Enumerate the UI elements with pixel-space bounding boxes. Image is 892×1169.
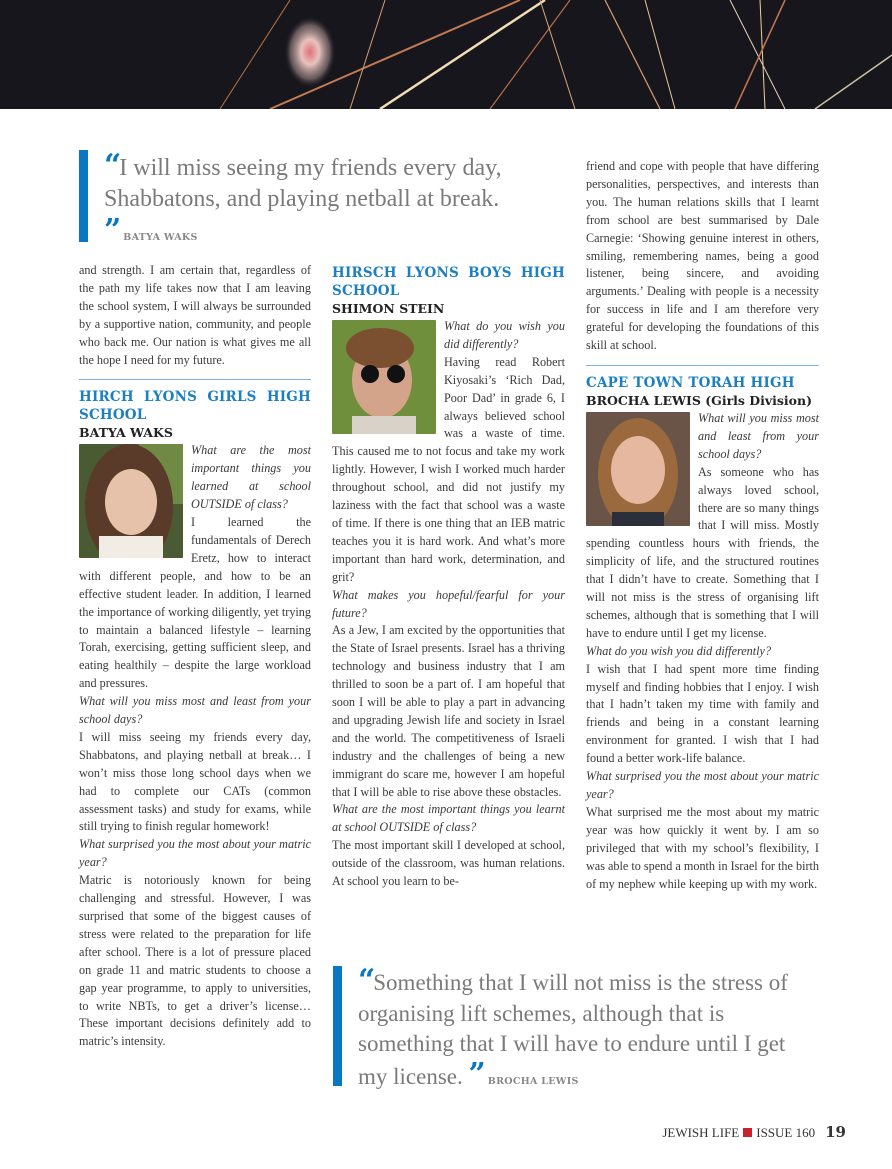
- question: What will you miss most and least from your school days?: [698, 410, 819, 461]
- issue-number: ISSUE 160: [756, 1125, 816, 1140]
- answer: I learned the fundamentals of Derech Eretz, how to interact with different people, and how to be an effective student leader. In addition, I learned the importance of working diligently, yet trying to maintain a balanced lifestyle – learning Torah, exercising, getting sufficient sleep, and eating healthily – despite the large workload and pressures.: [79, 515, 311, 691]
- section-divider: [586, 365, 819, 366]
- pull-quote-brocha: [333, 963, 803, 1092]
- school-heading: HIRSCH LYONS BOYS HIGH SCHOOL: [332, 265, 565, 299]
- open-quote-icon: “: [104, 148, 120, 183]
- student-name: BROCHA LEWIS (Girls Division): [586, 392, 813, 408]
- question: What makes you hopeful/fearful for your future?: [332, 587, 565, 620]
- school-heading: HIRCH LYONS GIRLS HIGH SCHOOL: [79, 389, 311, 424]
- column-2: [332, 264, 565, 891]
- close-quote-icon: ”: [468, 1056, 484, 1092]
- pull-quote-batya: [79, 148, 559, 248]
- pull-quote-attribution: BROCHA LEWIS: [487, 1075, 579, 1087]
- answer: As someone who has always loved school, there are so many things that I will miss. Mostly spending countless hours with friends, the simplicity of life, and the structured routines that I didn’t have to create. Something that I will not miss is the stress of organising lift schemes, although that is something that I will have to endure until I get my license.: [586, 464, 819, 640]
- open-quote-icon: “: [358, 963, 374, 998]
- page-number: 19: [825, 1123, 846, 1141]
- question: What will you miss most and least from your school days?: [79, 694, 311, 727]
- red-square-icon: [743, 1128, 752, 1137]
- student-photo-brocha: [586, 412, 690, 526]
- student-photo-batya: [79, 444, 183, 558]
- close-quote-icon: ”: [104, 213, 120, 248]
- continued-paragraph: friend and cope with people that have differing personalities, perspectives, and interests than you. The human relations skills that I learnt from school are best summarised by Dale Carnegie: ‘Showing genuine interest in others, smiling, remembering names, being a good listener, being sincere, and avoiding arguments.’ Dealing with people is a necessity for success in life and I am therefore very grateful for developing the foundations of this skill at school.: [586, 159, 819, 353]
- question: What are the most important things you learned at school OUTSIDE of class?: [191, 443, 311, 512]
- question: What surprised you the most about your matric year?: [586, 769, 819, 801]
- question: What do you wish you did differently?: [586, 643, 772, 658]
- student-photo-shimon: [332, 320, 436, 434]
- page-footer: [662, 1123, 846, 1141]
- column-3: [586, 158, 819, 893]
- pull-quote-text: I will miss seeing my friends every day, Shabbatons, and playing netball at break.: [104, 155, 502, 212]
- section-divider: [79, 379, 311, 380]
- answer: The most important skill I developed at school, outside of the classroom, was human relations. At school you learn to be-: [332, 838, 565, 889]
- pull-quote-attribution: BATYA WAKS: [123, 232, 198, 243]
- pull-quote-accent-bar: [79, 150, 88, 242]
- pull-quote-text: Something that I will not miss is the stress of organising lift schemes, although that is something that I will have to endure until I get my license.: [358, 970, 788, 1089]
- answer: Matric is notoriously known for being challenging and stressful. However, I was surprised that some of the biggest causes of stress were related to the preparation for life after school. There is a lot of pressure placed on grade 11 and matric students to choose a gap year programme, to apply to universities, to write NBTs, to get a driver’s license… These important decisions definitely add to matric’s intensity.: [79, 873, 311, 1049]
- magazine-name: JEWISH LIFE: [662, 1125, 740, 1140]
- answer: Having read Robert Kiyosaki’s ‘Rich Dad, Poor Dad’ in grade 6, I always believed school was a waste of time. This caused me to not focus and take my work lightly. However, I wish I worked much harder throughout school, and did not justify my laziness with the fact that school was a waste of time. If there is one thing that an IEB matric teaches you it is hard work. And what’s more important than hard work, determination, and grit?: [332, 354, 565, 584]
- answer: I wish that I had spent more time finding myself and finding hobbies that I enjoy. I wish that I hadn’t taken my time with family and friends and being in a constant learning environment for granted. I wish that I had found a better work-life balance.: [586, 661, 819, 766]
- header-banner-image: [0, 0, 892, 109]
- intro-paragraph: and strength. I am certain that, regardless of the path my life takes now that I am leaving the school system, I will always be surrounded by a supportive nation, community, and people who back me. Our nation is what gives me all the hope I need for my future.: [79, 263, 311, 367]
- abstract-lines-graphic: [0, 0, 892, 109]
- student-name: BATYA WAKS: [79, 425, 173, 441]
- column-1: [79, 262, 311, 1051]
- student-name: SHIMON STEIN: [332, 301, 445, 316]
- answer: As a Jew, I am excited by the opportunities that the State of Israel presents. Israel has a thriving technology and business industry that I am thrilled to soon be a part of. I am hopeful that soon I will be able to play a part in advancing and upgrading Jewish life and society in Israel and the world. The competitiveness of Israeli industry and the challenges of being a new immigrant do scare me, however I am hopeful that I will be able to rise above these obstacles.: [332, 623, 565, 799]
- answer: I will miss seeing my friends every day, Shabbatons, and playing netball at break… I won’t miss those long school days when we had to complete our CATs (common assessment tasks) and study for exams, while still trying to finish regular homework!: [79, 729, 311, 834]
- school-heading: CAPE TOWN TORAH HIGH: [586, 374, 795, 391]
- question: What are the most important things you learnt at school OUTSIDE of class?: [332, 802, 565, 835]
- answer: What surprised me the most about my matric year was how quickly it went by. I am so privileged that with my school’s flexibility, I was able to spend a month in Israel for the birth of my nephew while keeping up with my work.: [586, 804, 819, 891]
- question: What do you wish you did differently?: [444, 319, 565, 351]
- pull-quote-accent-bar: [333, 966, 342, 1086]
- question: What surprised you the most about your matric year?: [79, 837, 311, 870]
